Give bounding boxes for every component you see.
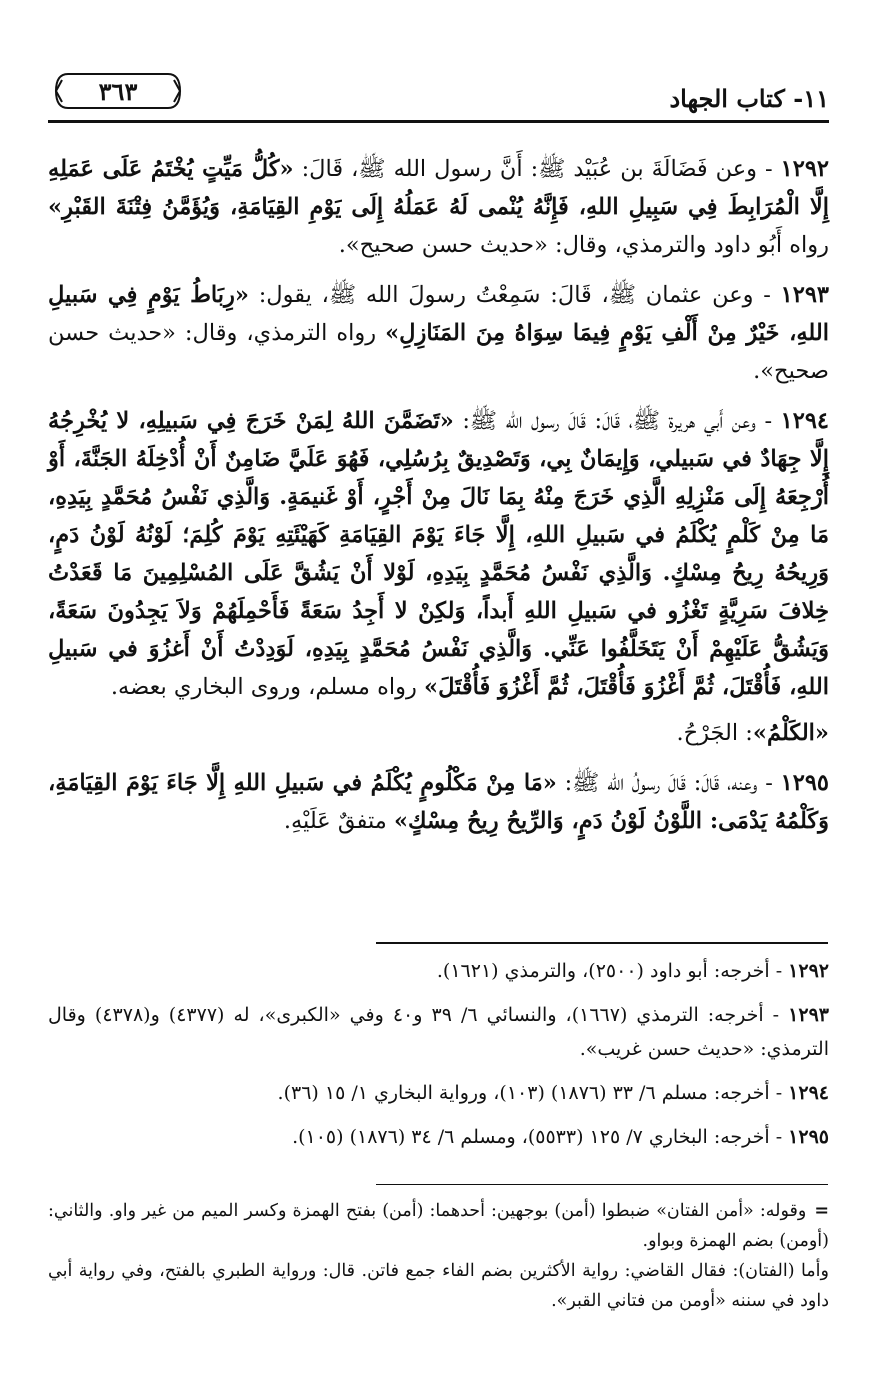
footnote [48, 1120, 829, 1154]
main-text [48, 150, 829, 852]
footnote-text: - أخرجه: الترمذي (١٦٦٧)، والنسائي ٦/ ٣٩ و٤٠ وفي «الكبرى»، له (٤٣٧٧) و(٤٣٧٨) وقال الترمذي: «حديث حسن غريب». [48, 1004, 829, 1060]
hadith-paragraph [48, 764, 829, 840]
footnote-text: - أخرجه: أبو داود (٢٥٠٠)، والترمذي (١٦٢١). [436, 960, 789, 982]
header-divider [48, 120, 829, 123]
footnote [48, 954, 829, 988]
footnote [48, 1076, 829, 1110]
hadith-text: «تَضَمَّنَ اللهُ لِمَنْ خَرَجَ فِي سَبيلِهِ، لا يُخْرِجُهُ إِلَّا جِهَادٌ في سَبيلي، وَإِيمَانٌ بِي، وَتَصْدِيقٌ بِرُسُلِي، فَهُوَ عَلَيَّ ضَامِنٌ أَنْ أُدْخِلَهُ الجَنَّةَ، أَوْ أُرْجِعَهُ إِلَى مَنْزِلِهِ الَّذِي خَرَجَ مِنْهُ بِمَا نَالَ مِنْ أَجْرٍ، أَوْ غَنيمَةٍ. وَالَّذِي نَفْسُ مُحَمَّدٍ بِيَدِهِ، مَا مِنْ كَلْمٍ يُكْلَمُ في سَبيلِ اللهِ، إِلَّا جَاءَ يَوْمَ القِيَامَةِ كَهَيْئَتِهِ يَوْمَ كُلِمَ؛ لَوْنُهُ لَوْنُ دَمٍ، وَرِيحُهُ رِيحُ مِسْكٍ. وَالَّذِي نَفْسُ مُحَمَّدٍ بِيَدِهِ، لَوْلا أَنْ يَشُقَّ عَلَى المُسْلِمِينَ مَا قَعَدْتُ خِلافَ سَرِيَّةٍ تَغْزُو في سَبيلِ اللهِ أَبداً، وَلكِنْ لا أَجِدُ سَعَةً فَأَحْمِلَهُمْ وَلاَ يَجِدُونَ سَعَةً، وَيَشُقُّ عَلَيْهِمْ أَنْ يَتَخَلَّفُوا عَنِّي. وَالَّذِي نَفْسُ مُحَمَّدٍ بِيَدِهِ، لَوَدِدْتُ أَنْ أَغزُوَ في سَبيلِ اللهِ، فَأُقْتَلَ، ثُمَّ أَغْزُوَ فَأُقْتَلَ، ثُمَّ أَغْزُوَ فَأُقْتَلَ» [48, 408, 829, 700]
hadith-paragraph [48, 276, 829, 390]
notes-divider [376, 1184, 828, 1185]
page-number: ٣٦٣ [98, 77, 138, 106]
gloss-term: «الكَلْمُ» [752, 720, 829, 746]
hadith-paragraph [48, 402, 829, 706]
chapter-title: ١١- كتاب الجهاد [669, 84, 829, 113]
continuation-marker: = [814, 1201, 829, 1221]
hadith-number: ١٢٩٤ [780, 408, 829, 434]
continued-notes [48, 1196, 829, 1316]
note-line [48, 1256, 829, 1316]
hadith-intro: - وعن عثمان ﷺ، قَالَ: سَمِعْتُ رسولَ الله ﷺ، يقول: [248, 282, 781, 308]
hadith-source: رواه أَبُو داود والترمذي، وقال: «حديث حسن صحيح». [338, 232, 829, 258]
hadith-intro: - وعن فَضَالَةَ بن عُبَيْد ﷺ: أَنَّ رسول الله ﷺ، قَالَ: [293, 156, 781, 182]
footnotes [48, 954, 829, 1164]
footnote [48, 998, 829, 1066]
hadith-number: ١٢٩٢ [780, 156, 829, 182]
footnote-text: - أخرجه: البخاري ٧/ ١٢٥ (٥٥٣٣)، ومسلم ٦/ ٣٤ (١٨٧٦) (١٠٥). [292, 1126, 789, 1148]
hadith-source: رواه مسلم، وروى البخاري بعضه. [110, 674, 425, 700]
footnote-number: ١٢٩٢ [788, 960, 829, 982]
gloss-definition: : الجَرْحُ. [676, 720, 753, 746]
hadith-text: «مَا مِنْ مَكْلُومٍ يُكْلَمُ في سَبيلِ اللهِ إِلَّا جَاءَ يَوْمَ القِيَامَةِ، وَكَلْمُهُ يَدْمَى: اللَّوْنُ لَوْنُ دَمٍ، وَالرِّيحُ رِيحُ مِسْكٍ» [48, 770, 829, 834]
footnote-number: ١٢٩٤ [788, 1082, 829, 1104]
footnote-number: ١٢٩٥ [788, 1126, 829, 1148]
hadith-source: متفقٌ عَلَيْهِ. [283, 808, 394, 834]
footnote-divider [376, 942, 828, 944]
hadith-text: «كُلُّ مَيِّتٍ يُخْتَمُ عَلَى عَمَلِهِ إِلَّا الْمُرَابِطَ فِي سَبِيلِ اللهِ، فَإِنَّهُ يُنْمى لَهُ عَمَلُهُ إِلَى يَوْمِ القِيَامَةِ، وَيُؤَمَّنُ فِتْنَةَ القَبْرِ» [48, 156, 829, 220]
hadith-text: «رِبَاطُ يَوْمٍ فِي سَبيلِ اللهِ، خَيْرٌ مِنْ أَلْفِ يَوْمٍ فِيمَا سِوَاهُ مِنَ المَنَازِلِ» [48, 282, 829, 346]
note-line [48, 1196, 829, 1256]
word-gloss [48, 714, 829, 752]
page-number-frame [54, 72, 182, 110]
footnote-number: ١٢٩٣ [788, 1004, 829, 1026]
note-text: وقوله: «أمن الفتان» ضبطوا (أمن) بوجهين: أحدهما: (أمن) بفتح الهمزة وكسر الميم من غير واو. والثاني: (أومن) بضم الهمزة وبواو. [48, 1201, 829, 1251]
hadith-number: ١٢٩٥ [780, 770, 829, 796]
page-header [48, 72, 829, 124]
hadith-intro: - وعنه، قَالَ: قَالَ رسولُ الله ﷺ: [556, 770, 781, 796]
note-text: وأما (الفتان): فقال القاضي: رواية الأكثرين بضم الفاء جمع فاتن. قال: ورواية الطبري بالفتح، وفي رواية أبي داود في سننه «أومن من فتاني القبر». [48, 1261, 829, 1311]
hadith-paragraph [48, 150, 829, 264]
hadith-source: رواه الترمذي، وقال: «حديث حسن صحيح». [48, 320, 829, 384]
footnote-text: - أخرجه: مسلم ٦/ ٣٣ (١٨٧٦) (١٠٣)، ورواية البخاري ١/ ١٥ (٣٦). [277, 1082, 789, 1104]
hadith-number: ١٢٩٣ [780, 282, 829, 308]
hadith-intro: - وعن أَبي هريرة ﷺ، قَالَ: قَالَ رسول الله ﷺ: [453, 408, 781, 434]
